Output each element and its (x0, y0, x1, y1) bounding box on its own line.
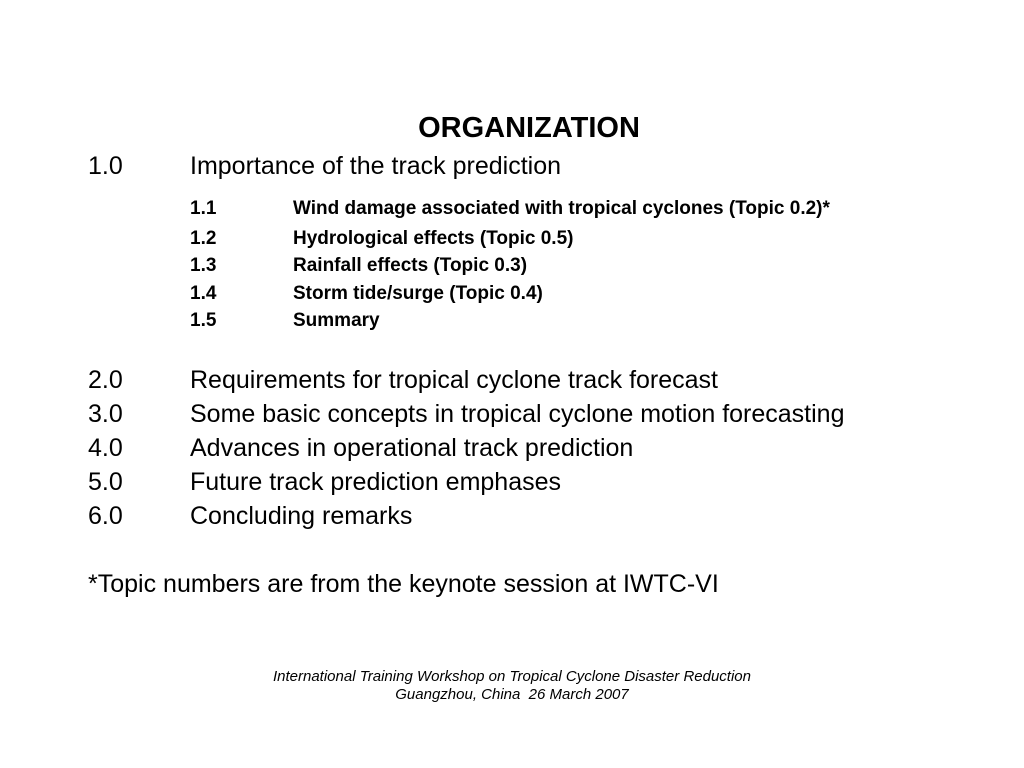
section-item-5 (88, 465, 561, 499)
subsection-number: 1.2 (190, 228, 217, 249)
subsection-item-1-3 (190, 253, 527, 279)
subsection-number: 1.3 (190, 255, 217, 276)
section-item-6 (88, 499, 412, 533)
section-text: Concluding remarks (190, 502, 413, 530)
subsection-text: Storm tide/surge (Topic 0.4) (293, 283, 543, 304)
section-text: Advances in operational track prediction (190, 434, 634, 462)
slide-title: ORGANIZATION (418, 112, 640, 144)
section-item-1 (88, 149, 561, 183)
footer-line-place-date: Guangzhou, China 26 March 2007 (395, 686, 629, 703)
subsection-item-1-4 (190, 281, 543, 307)
subsection-number: 1.1 (190, 198, 217, 219)
section-number: 4.0 (88, 434, 123, 462)
subsection-text: Hydrological effects (Topic 0.5) (293, 228, 574, 249)
section-number: 6.0 (88, 502, 123, 530)
section-text: Some basic concepts in tropical cyclone motion forecasting (190, 400, 845, 428)
subsection-item-1-2 (190, 226, 573, 252)
footnote: *Topic numbers are from the keynote session at IWTC-VI (88, 570, 719, 598)
subsection-number: 1.5 (190, 310, 217, 331)
section-number: 5.0 (88, 468, 123, 496)
subsection-item-1-5 (190, 308, 380, 334)
subsection-item-1-1 (190, 196, 830, 222)
footer-line-event: International Training Workshop on Tropical Cyclone Disaster Reduction (272, 668, 751, 685)
section-number: 1.0 (88, 152, 123, 180)
subsection-text: Summary (293, 310, 380, 331)
section-item-3 (88, 397, 845, 431)
section-item-4 (88, 431, 633, 465)
section-number: 3.0 (88, 400, 123, 428)
section-number: 2.0 (88, 366, 123, 394)
subsection-text: Rainfall effects (Topic 0.3) (293, 255, 528, 276)
slide-footer (0, 668, 1024, 704)
section-item-2 (88, 363, 718, 397)
section-text: Requirements for tropical cyclone track forecast (190, 366, 718, 394)
subsection-text: Wind damage associated with tropical cyclones (Topic 0.2)* (293, 198, 830, 219)
section-text: Importance of the track prediction (190, 152, 562, 180)
section-text: Future track prediction emphases (190, 468, 562, 496)
subsection-number: 1.4 (190, 283, 217, 304)
